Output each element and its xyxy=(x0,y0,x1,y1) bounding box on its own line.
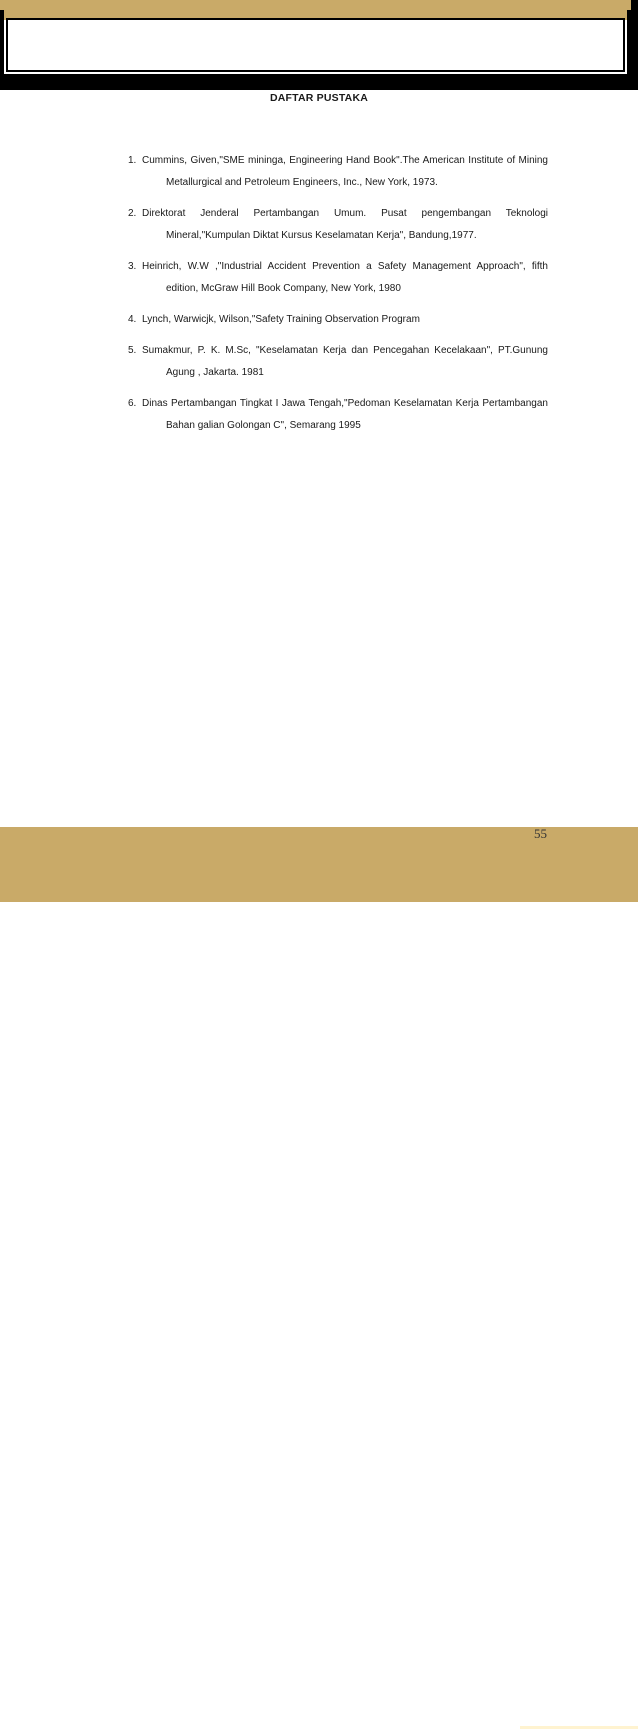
reference-number: 1. xyxy=(128,155,137,166)
reference-item xyxy=(128,340,548,384)
reference-text: Lynch, Warwicjk, Wilson,"Safety Training Observation Program xyxy=(142,314,420,325)
header-frame-shadow-right xyxy=(631,0,638,84)
reference-item xyxy=(128,309,548,331)
reference-text: Direktorat Jenderal Pertambangan Umum. Pusat pengembangan Teknologi Mineral,"Kumpulan Diktat Kursus Keselamatan Kerja", Bandung,1977. xyxy=(142,208,548,241)
reference-item xyxy=(128,203,548,247)
reference-item xyxy=(128,150,548,194)
reference-number: 2. xyxy=(128,208,137,219)
header-frame xyxy=(0,0,638,90)
page-title: DAFTAR PUSTAKA xyxy=(269,92,369,104)
reference-item xyxy=(128,393,548,437)
reference-item xyxy=(128,256,548,300)
header-frame-inner xyxy=(6,18,625,72)
reference-text: Cummins, Given,"SME mininga, Engineering Hand Book".The American Institute of Mining Metallurgical and Petroleum Engineers, Inc., New York, 1973. xyxy=(142,155,548,188)
reference-number: 6. xyxy=(128,398,137,409)
reference-number: 3. xyxy=(128,261,137,272)
reference-number: 5. xyxy=(128,345,137,356)
reference-text: Dinas Pertambangan Tingkat I Jawa Tengah,"Pedoman Keselamatan Kerja Pertambangan Bahan galian Golongan C", Semarang 1995 xyxy=(142,398,548,431)
header-frame-shadow-bottom xyxy=(0,78,638,90)
reference-text: Sumakmur, P. K. M.Sc, "Keselamatan Kerja dan Pencegahan Kecelakaan", PT.Gunung Agung , Jakarta. 1981 xyxy=(142,345,548,378)
page-number: 55 xyxy=(534,826,547,841)
reference-list xyxy=(128,150,548,446)
reference-text: Heinrich, W.W ,"Industrial Accident Prevention a Safety Management Approach", fifth edition, McGraw Hill Book Company, New York, 1980 xyxy=(142,261,548,294)
reference-number: 4. xyxy=(128,314,137,325)
